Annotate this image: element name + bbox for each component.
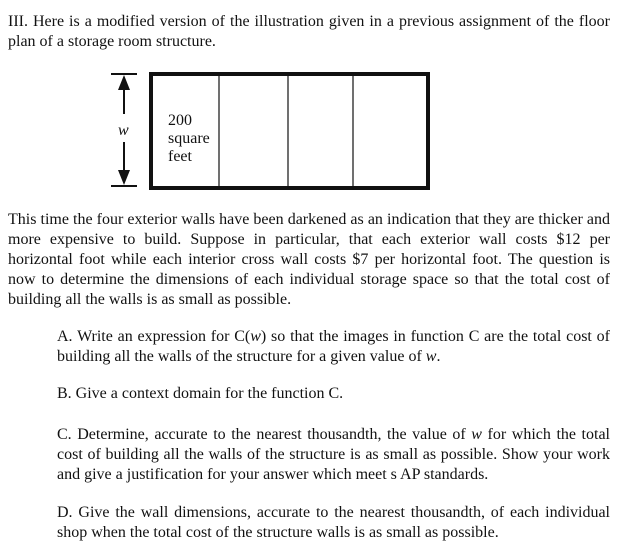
question-a-text: ) so that the images in function C are the total cost of building all the walls of the structure for a given value of xyxy=(57,328,611,365)
floor-plan-diagram xyxy=(100,64,440,199)
problem-description: This time the four exterior walls have been darkened as an indication that they are thicker and more expensive to build. Suppose in particular, that each exterior wall costs $12 per horizontal foot while each interior cross wall costs $7 per horizontal foot. The question is now to determine the dimensions of each individual storage space so that the total cost of building all the walls is as small as possible. xyxy=(8,211,610,308)
question-a-text: . xyxy=(436,348,441,365)
variable-w: w xyxy=(425,348,437,365)
area-label-line: square xyxy=(168,130,210,147)
question-d: D. Give the wall dimensions, accurate to the nearest thousandth, of each individual shop when the total cost of the structure walls is as small as possible. xyxy=(57,504,610,541)
arrow-down-icon xyxy=(118,170,130,185)
question-c-text: C. Determine, accurate to the nearest thousandth, the value of xyxy=(57,426,472,443)
question-c-text: for which the total cost of building all the walls of the structure is as small as possible. Show your work and give a justification for your answer which meet s AP standards. xyxy=(57,426,610,483)
compartment-area-label xyxy=(168,112,210,166)
question-c xyxy=(57,425,610,485)
area-label-line: 200 xyxy=(168,112,192,129)
area-label-line: feet xyxy=(168,148,192,165)
variable-w: w xyxy=(250,328,261,345)
floor-plan-figure xyxy=(100,64,440,199)
variable-w: w xyxy=(471,426,482,443)
dimension-label-w: w xyxy=(118,122,129,139)
question-a xyxy=(57,327,610,367)
question-b: B. Give a context domain for the function C. xyxy=(57,385,344,402)
question-a-text: A. Write an expression for C( xyxy=(57,328,251,345)
intro-paragraph: III. Here is a modified version of the illustration given in a previous assignment of the floor plan of a storage room structure. xyxy=(8,13,610,50)
arrow-up-icon xyxy=(118,75,130,90)
